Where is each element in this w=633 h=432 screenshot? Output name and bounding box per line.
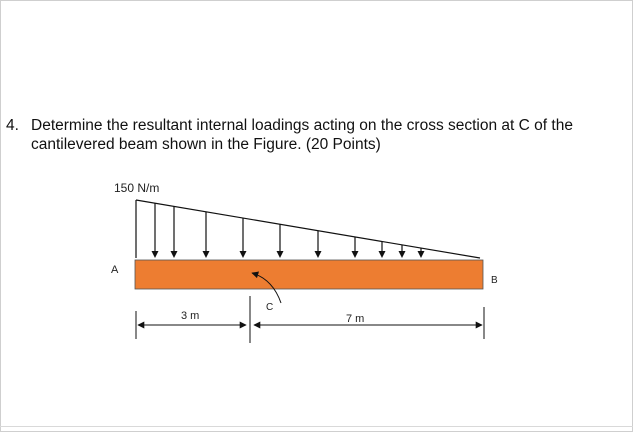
load-slope-line (136, 200, 480, 258)
load-arrow-head (352, 251, 359, 258)
point-c-label: C (266, 302, 274, 313)
beam (135, 260, 483, 289)
load-arrow-head (171, 251, 178, 258)
question-number: 4. (6, 117, 19, 134)
load-arrow-head (277, 251, 284, 258)
dimension-label-3m: 3 m (181, 310, 200, 322)
point-b-label: B (491, 275, 498, 286)
dimension-label-7m: 7 m (346, 313, 365, 325)
load-arrow-head (315, 251, 322, 258)
load-arrow-head (240, 251, 247, 258)
question-text-line-2: cantilevered beam shown in the Figure. (20 Points) (31, 136, 381, 153)
load-label: 150 N/m (114, 181, 160, 195)
load-arrow-head (418, 251, 425, 258)
load-arrows (152, 203, 425, 258)
load-arrow-head (379, 251, 386, 258)
load-arrow-head (152, 251, 159, 258)
load-arrow-head (399, 251, 406, 258)
question-text-line-1: Determine the resultant internal loadings acting on the cross section at C of the (31, 117, 573, 134)
point-a-label: A (111, 264, 119, 276)
load-arrow-head (203, 251, 210, 258)
